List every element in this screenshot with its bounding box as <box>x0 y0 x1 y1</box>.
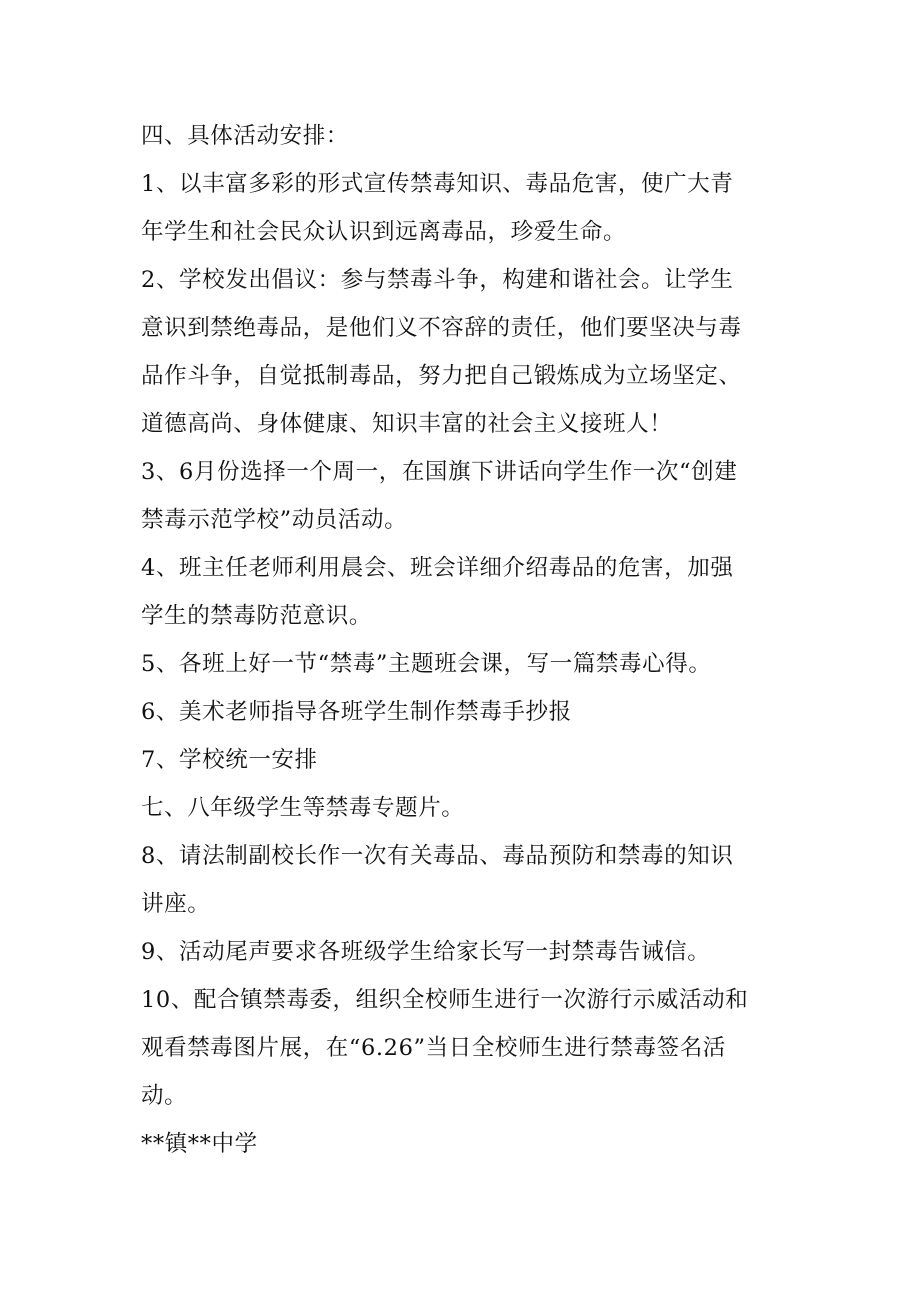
text-line: 年学生和社会民众认识到远离毒品，珍爱生命。 <box>141 219 627 245</box>
list-item <box>141 928 821 976</box>
text-line: 品作斗争，自觉抵制毒品，努力把自己锻炼成为立场坚定、 <box>141 363 742 389</box>
list-item <box>141 256 821 448</box>
text-line: 观看禁毒图片展，在“6.26”当日全校师生进行禁毒签名活 <box>141 1035 726 1061</box>
list-item <box>141 544 821 640</box>
text-line: 6、美术老师指导各班学生制作禁毒手抄报 <box>141 699 572 725</box>
signature: **镇**中学 <box>141 1131 258 1157</box>
list-item <box>141 160 821 256</box>
text-line: 禁毒示范学校”动员活动。 <box>141 507 408 533</box>
section-heading: 四、具体活动安排： <box>141 123 349 149</box>
text-line: 3、6月份选择一个周一，在国旗下讲话向学生作一次“创建 <box>141 459 738 485</box>
document-body <box>141 112 821 1168</box>
text-line: 1、以丰富多彩的形式宣传禁毒知识、毒品危害，使广大青 <box>141 171 734 197</box>
text-line: 9、活动尾声要求各班级学生给家长写一封禁毒告诫信。 <box>141 939 711 965</box>
text-line: 4、班主任老师利用晨会、班会详细介绍毒品的危害，加强 <box>141 555 734 581</box>
text-line: 7、学校统一安排 <box>141 747 318 773</box>
text-line: 讲座。 <box>141 891 211 917</box>
text-line: 道德高尚、身体健康、知识丰富的社会主义接班人！ <box>141 411 673 437</box>
list-item <box>141 448 821 544</box>
text-line: 七、八年级学生等禁毒专题片。 <box>141 795 465 821</box>
list-item <box>141 640 821 688</box>
text-line: 8、请法制副校长作一次有关毒品、毒品预防和禁毒的知识 <box>141 843 734 869</box>
list-item <box>141 832 821 928</box>
text-line: 2、学校发出倡议：参与禁毒斗争，构建和谐社会。让学生 <box>141 267 734 293</box>
list-item <box>141 784 821 832</box>
list-item <box>141 976 821 1120</box>
text-line: 意识到禁绝毒品，是他们义不容辞的责任，他们要坚决与毒 <box>141 315 742 341</box>
text-line: 动。 <box>141 1083 188 1109</box>
text-line: 5、各班上好一节“禁毒”主题班会课，写一篇禁毒心得。 <box>141 651 712 677</box>
list-item <box>141 688 821 736</box>
text-line: 10、配合镇禁毒委，组织全校师生进行一次游行示威活动和 <box>141 987 749 1013</box>
list-item <box>141 736 821 784</box>
text-line: 学生的禁毒防范意识。 <box>141 603 373 629</box>
